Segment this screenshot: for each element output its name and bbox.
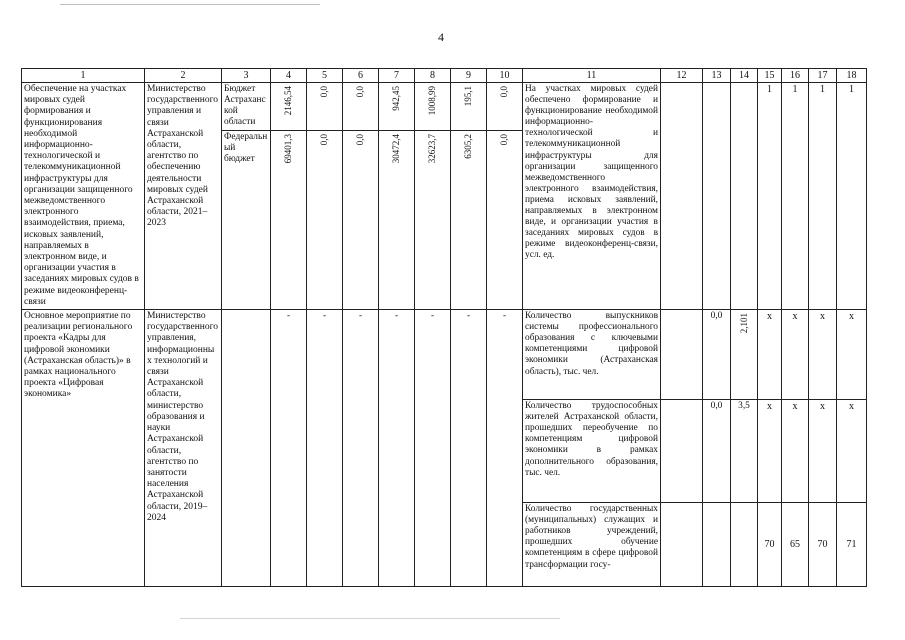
- value-cell: [731, 83, 758, 310]
- header-cell: 14: [731, 69, 758, 83]
- source-name-cell: Федеральный бюджет: [222, 131, 271, 310]
- value-cell: [731, 503, 758, 587]
- value-cell: 2,101: [731, 310, 758, 400]
- header-cell: 7: [379, 69, 415, 83]
- amount-cell: 1008,99: [415, 83, 451, 131]
- header-cell: 3: [222, 69, 271, 83]
- value-cell: x: [837, 400, 867, 503]
- value-cell: x: [782, 310, 809, 400]
- header-cell: 2: [145, 69, 222, 83]
- scan-artifact-top: [60, 4, 320, 5]
- header-cell: 8: [415, 69, 451, 83]
- amount-cell: 6305,2: [451, 131, 487, 310]
- value-cell: 70: [809, 503, 837, 587]
- value-cell: x: [758, 310, 782, 400]
- value-cell: 0,0: [703, 400, 731, 503]
- amount-cell: -: [487, 310, 523, 587]
- value-cell: x: [809, 400, 837, 503]
- amount-cell: 0,0: [487, 83, 523, 131]
- amount-cell: 0,0: [343, 83, 379, 131]
- amount-cell: 942,45: [379, 83, 415, 131]
- executor-cell: Министерство государственного управления, информационных технологий и связи Астраханской области, министерство образования и науки Астраханской области, агентство по занятости населения Астраханской области, 2019–2024: [145, 310, 222, 587]
- header-cell: 12: [661, 69, 703, 83]
- amount-cell: -: [451, 310, 487, 587]
- scan-artifact-bottom: [180, 618, 560, 619]
- value-cell: [661, 400, 703, 503]
- amount-cell: -: [343, 310, 379, 587]
- amount-cell: 2146,54: [271, 83, 307, 131]
- value-cell: x: [809, 310, 837, 400]
- header-cell: 10: [487, 69, 523, 83]
- value-cell: 70: [758, 503, 782, 587]
- program-table: [21, 68, 867, 587]
- header-cell: 15: [758, 69, 782, 83]
- table-row: [22, 83, 867, 131]
- amount-cell: 0,0: [343, 131, 379, 310]
- value-cell: x: [837, 310, 867, 400]
- value-cell: 1: [782, 83, 809, 310]
- source-name-cell: [222, 310, 271, 587]
- value-cell: [703, 83, 731, 310]
- value-cell: [661, 503, 703, 587]
- value-cell: [661, 310, 703, 400]
- value-cell: 1: [837, 83, 867, 310]
- header-cell: 4: [271, 69, 307, 83]
- header-cell: 17: [809, 69, 837, 83]
- amount-cell: -: [415, 310, 451, 587]
- value-cell: 71: [837, 503, 867, 587]
- header-row: [22, 69, 867, 83]
- header-cell: 1: [22, 69, 145, 83]
- amount-cell: -: [307, 310, 343, 587]
- value-cell: 3,5: [731, 400, 758, 503]
- header-cell: 16: [782, 69, 809, 83]
- value-cell: 1: [809, 83, 837, 310]
- event-cell: Основное мероприятие по реализации регионального проекта «Кадры для цифровой экономики (Астраханская область)» в рамках национального проекта «Цифровая экономика»: [22, 310, 145, 587]
- indicator-cell: Количество государственных (муниципальных) служащих и работников учреждений, прошедших обучение компетенциям в сфере цифровой трансформации госу-: [523, 503, 661, 587]
- amount-cell: -: [379, 310, 415, 587]
- amount-cell: 0,0: [487, 131, 523, 310]
- amount-cell: 30472,4: [379, 131, 415, 310]
- event-cell: Обеспечение на участках мировых судей формирования и функционирования необходимой информационно-технологической и телекоммуникационной инфраструктуры для организации защищенного межведомственного электронного взаимодействия, приема, исковых заявлений, направляемых в электронном виде, и организации участия в заседаниях мировых судов в режиме видеоконференц-связи: [22, 83, 145, 310]
- executor-cell: Министерство государственного управления и связи Астраханской области, агентство по обеспечению деятельности мировых судей Астраханской области, 2021–2023: [145, 83, 222, 310]
- header-cell: 6: [343, 69, 379, 83]
- amount-cell: 195,1: [451, 83, 487, 131]
- indicator-cell: На участках мировых судей обеспечено формирование и функционирование необходимой информационно-технологической и телекоммуникационной инфраструктуры для организации защищенного межведомственного электронного взаимодействия, приема исковых заявлений, направляемых в электронном виде, и организации участия в заседаниях мировых судов в режиме видеоконференц-связи, усл. ед.: [523, 83, 661, 310]
- value-cell: 0,0: [703, 310, 731, 400]
- value-cell: [703, 503, 731, 587]
- source-name-cell: Бюджет Астраханской области: [222, 83, 271, 131]
- value-cell: [661, 83, 703, 310]
- value-cell: x: [782, 400, 809, 503]
- header-cell: 18: [837, 69, 867, 83]
- amount-cell: 0,0: [307, 83, 343, 131]
- amount-cell: 0,0: [307, 131, 343, 310]
- amount-cell: 69401,3: [271, 131, 307, 310]
- header-cell: 11: [523, 69, 661, 83]
- page-number: 4: [438, 30, 444, 44]
- amount-cell: 32623,7: [415, 131, 451, 310]
- amount-cell: -: [271, 310, 307, 587]
- indicator-cell: Количество выпускников системы профессионального образования с ключевыми компетенциями цифровой экономики (Астраханская область), тыс. чел.: [523, 310, 661, 400]
- indicator-cell: Количество трудоспособных жителей Астраханской области, прошедших переобучение по компетенциям цифровой экономики в рамках дополнительного образования, тыс. чел.: [523, 400, 661, 503]
- value-cell: x: [758, 400, 782, 503]
- table-row: [22, 310, 867, 400]
- header-cell: 13: [703, 69, 731, 83]
- header-cell: 9: [451, 69, 487, 83]
- value-cell: 1: [758, 83, 782, 310]
- header-cell: 5: [307, 69, 343, 83]
- value-cell: 65: [782, 503, 809, 587]
